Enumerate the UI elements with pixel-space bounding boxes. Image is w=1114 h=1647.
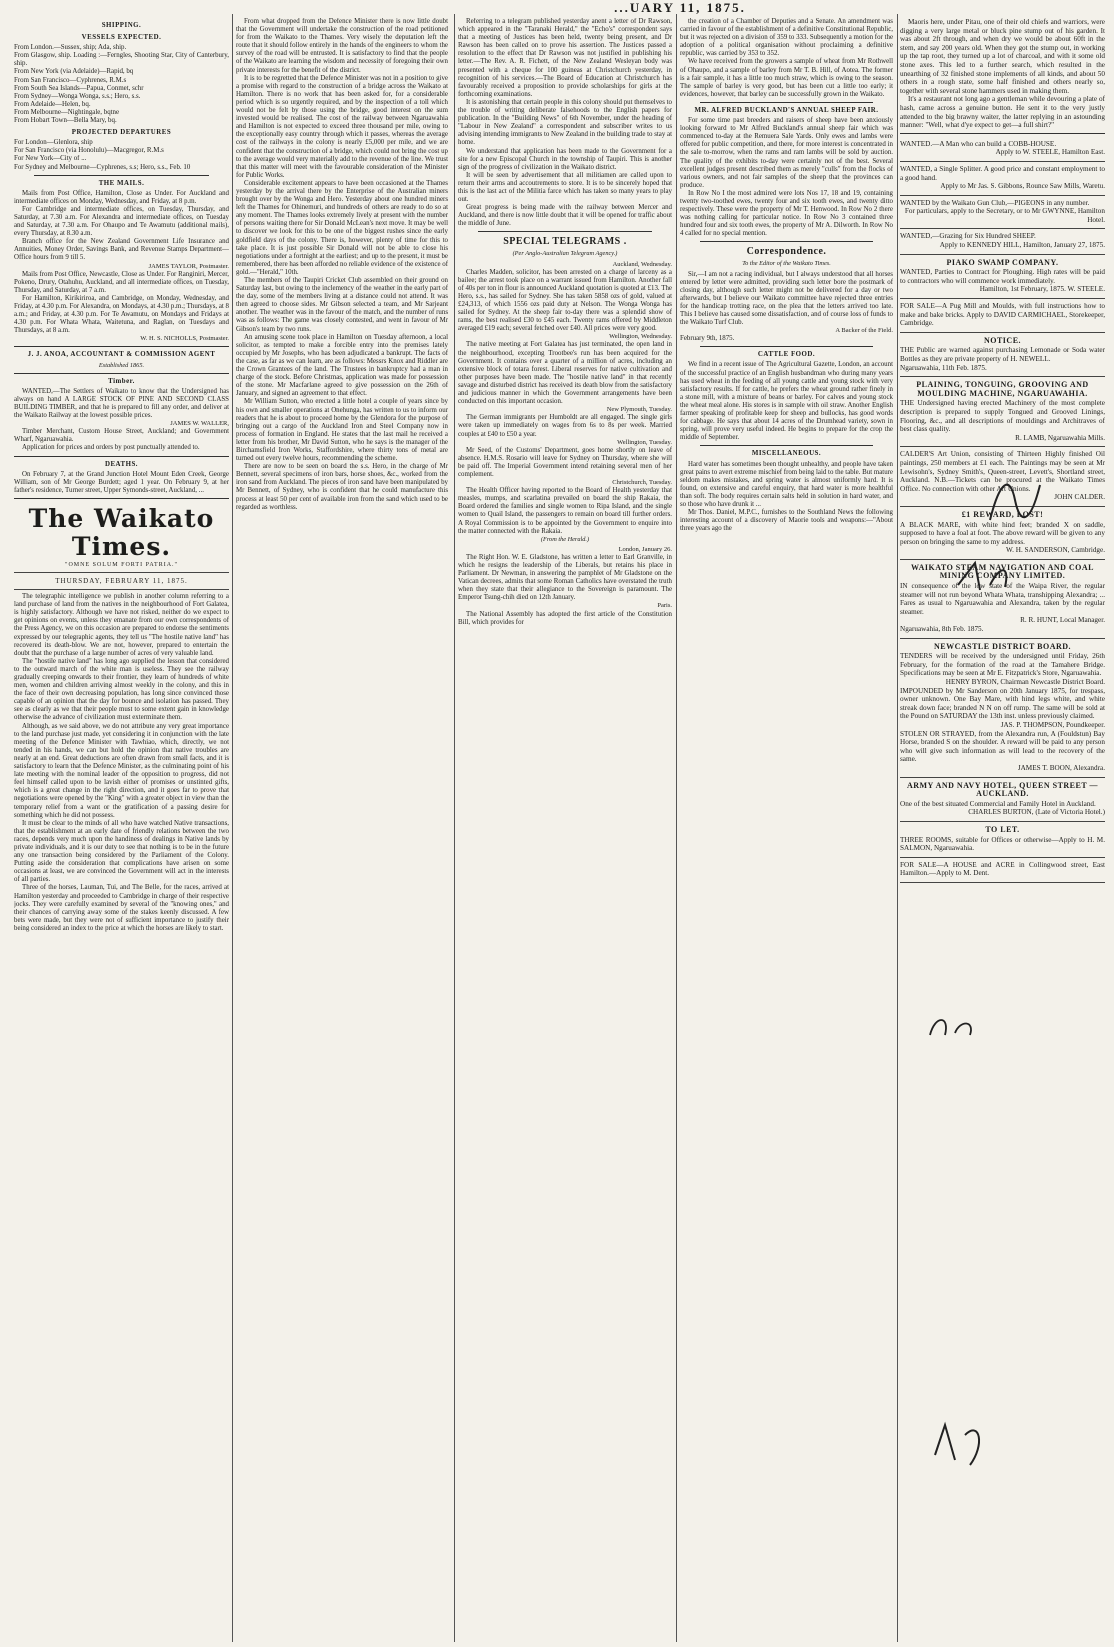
list-item: For San Francisco (via Honolulu)—Macgregor, R.M.s <box>14 147 164 155</box>
dateline: Paris. <box>657 602 672 610</box>
newspaper-motto: "OMNE SOLUM FORTI PATRIA." <box>65 561 178 568</box>
mails-text: Mails from Post Office, Newcastle, Close as Under. For Ranginiri, Mercer, Pokeno, Drury, Otahuhu, Auckland, and all intermediate offices, on Tuesday, Thursday, and Saturday, at 7 a.m. <box>14 270 229 294</box>
ad-signature: R. R. HUNT, Local Manager. <box>1020 616 1105 625</box>
advertisement <box>900 377 1105 447</box>
ad-title: WANTED by the Waikato Gun Club,—PIGEONS in any number. <box>900 198 1090 207</box>
telegram-text: The National Assembly has adopted the first article of the Constitution Bill, which provides for <box>458 610 672 626</box>
telegram-text: Charles Madden, solicitor, has been arrested on a charge of larceny as a bailee; the arrest took place on a warrant issued from Hamilton. Another fall of 40s per ton in flour is announced Auckland quotation is quoted at £13. The Hero, s.s., has sailed for Sydney. She has taken 5858 ozs of gold, valued at £24,313, of which 1556 ozs paid duty at Nelson. The Wonga Wonga has sailed for Sydney. At the sheep fair to-day there was a splendid show of rams, the best realised £30 to £45 each. Twenty rams offered by Middleton averaged £19 each; several fetched over £40. All prices were very good. <box>458 268 672 333</box>
ad-title: WANTED.—A Man who can build a COBB-HOUSE. <box>900 139 1057 148</box>
timber-heading: Timber. <box>108 377 135 385</box>
telegram-text: Mr Seed, of the Customs' Department, goes home shortly on leave of absence. H.M.S. Rosario will leave for Sydney on Thursday, where she will be paid off. The Imperial Government intend retaining several men of her complement. <box>458 446 672 478</box>
mails-text: Mails from Post Office, Hamilton, Close as Under. For Auckland and intermediate offices on Monday, Wednesday, and Friday, at 8 p.m. <box>14 189 229 205</box>
advertisement <box>900 822 1105 858</box>
ad-signature: JAS. P. THOMPSON, Poundkeeper. <box>1000 720 1105 729</box>
news-paragraph: The members of the Taupiri Cricket Club assembled on their ground on Saturday last, but owing to the inclemency of the weather in the early part of the day, some of the members living at a distance could not attend. It was then agreed to choose sides. Mr Gibson selected a team, and Mr Sarjeant another. The weather was in the favour of the match, and the number of runs was as follows: The game was closely contested, and went in favour of Mr Gibson's team by two runs. <box>236 277 448 333</box>
list-item: From Melbourne—Nightingale, bqtne <box>14 108 120 116</box>
miscellaneous-text: Hard water has sometimes been thought unhealthy, and people have taken great pains to avert extreme mischief from being laid to the table. But mature seldom makes mistakes, and spring water is almost uniformly hard. It is found, on extensive and careful enquiry, that hard water is more healthful than soft. The body requires certain salts held in solution in hard water, and so those who have drunk it ... <box>680 460 893 508</box>
mails-text: For Hamilton, Kirikiriroa, and Cambridge, on Monday, Wednesday, and Friday, at 4.30 p.m. For Alexandra, on Mondays, at 4.30 p.m.; Thursdays, at 8 a.m.; and Friday, at 4.30 p.m. For Te Awamutu, on Mondays and Fridays at 4.30 p.m. For Whata Whata, Waitetuna, and Raglan, on Tuesdays and Thursdays, at 8 a.m. <box>14 294 229 335</box>
column-2 <box>236 18 448 1638</box>
news-paragraph: Referring to a telegram published yesterday anent a letter of Dr Rawson, which appeared in the "Taranaki Herald," the "Echo's" correspondent says that a meeting of Justices has been held, twenty being present, and Dr Rawson has been called on to prove his assertion. The Justices passed a resolution to the effect that Dr Rawson was not justified in publishing his letter.—The Rev. A. R. Fichett, of the New Zealand Wesleyan body was presented with a cheque for 100 guineas at Christchurch yesterday, in recognition of his services.—The Board of Education at Christchurch has favourably received a proposition to provide scholarships for girls at the forthcoming examinations. <box>458 18 672 98</box>
column-3 <box>458 18 672 1638</box>
ad-signature: JOHN CALDER. <box>1054 493 1105 502</box>
list-item: From Hobart Town—Bella Mary, bq. <box>14 117 117 125</box>
telegram-text: The native meeting at Fort Galatea has just terminated, the open land in the neighbourhood, excepting Trootbee's run has been acquired for the Government. It contains over a quarter of a million of acres, including an extensive block of totara forest. Liberal reserves for native cultivation and other purposes have been made. The "hostile native land" in that recently savage and disturbed district has received its death blow from the satisfactory and judicious manner in which the Government arrangements have been conducted on this important occasion. <box>458 341 672 406</box>
news-paragraph: An amusing scene took place in Hamilton on Tuesday afternoon, a local solicitor, as tempted to make a forcible entry into the premises lately occupied by Mr Josephs, who has been adjudicated a bankrupt. The facts of the case, as far as we can learn, are as follows: Messrs Knox and Riddler are the Crown Grantees of the land. The Trustees in bankruptcy had a man in charge of the stock. Before Christmas, application was made for possession of the stone. Mr Macfarlane agreed to give possession on the 26th of January, and signed an agreement to that effect. <box>236 333 448 398</box>
letter-signature: A Backer of the Field. <box>835 327 893 335</box>
news-paragraph: It will be seen by advertisement that all militiamen are called upon to return their arms and accoutrements to store. It is to be sincerely hoped that this is the last act of the Militia farce which has taken so many years to play out. <box>458 171 672 204</box>
herald-subheading: (From the Herald.) <box>540 535 590 543</box>
advertisement <box>900 447 1105 507</box>
shipping-heading: SHIPPING. <box>101 22 142 29</box>
sheep-fair-text: In Row No I the most admired were lots Nos 17, 18 and 19, containing twenty two-toothed ewes, twenty four and six tooth ewes, and twenty ditto respectively. These were the property of Mr T. Henwood. In Row No 2 there was nothing calling for particular notice. In Row No 3 contained three hundred four and six tooth ewes, the property of Mr A. Dilworth. In Row No 4 called for no special mention. <box>680 189 893 238</box>
ad-body: IN consequence of the low state of the Waipa River, the regular steamer will not run beyond Whata Whata, transhipping Alexandra; ... Fares as usual to Ngaruawahia and Alexandra, taken by the regular steamer. <box>900 582 1105 616</box>
ad-signature: JAMES T. BOON, Alexandra. <box>1017 763 1105 772</box>
dateline: Wellington, Tuesday. <box>617 438 672 446</box>
mails-signature: W. H. S. NICHOLLS, Postmaster. <box>140 335 229 343</box>
advertisement <box>900 560 1105 639</box>
ad-body: CALDER'S Art Union, consisting of Thirteen Highly finished Oil paintings, 250 members at £1 each. The Paintings may be seen at Mr Lewisohn's, Sydney Smith's, Queen-street, Levett's, Shortland street, Auckland. N.B.—Tickets can be procured at the Waikato Times Office. No connection with other Art Unions. <box>900 450 1105 493</box>
agent-established: Established 1865. <box>98 361 145 369</box>
list-item: For Sydney and Melbourne—Cyphrenes, s.s; Hero, s.s., Feb. 10 <box>14 163 191 171</box>
list-item: From San Francisco—Cyphrenes, R.M.s <box>14 76 127 84</box>
editorial-paragraph: The telegraphic intelligence we publish in another column referring to a land purchase of land from the natives in the neighbourhood of Fort Galatea, is highly satisfactory. Although we have not risked, neither do we expect to get opinions on events, unless they emanate from our own correspondents of the Press Agency, we on this occasion are prepared to endorse the sentiments expressed by our telegraphic agents, they tell us "The hostile native land" has recovered its death-blow. We are not, however, prepared to entertain the doubt that the purchase of a large number of acres of very valuable land. <box>14 593 229 657</box>
miscellaneous-heading: MISCELLANEOUS. <box>751 450 822 458</box>
editorial-paragraph: The "hostile native land" has long ago supplied the lesson that considered to the outward march of the white man is useless. They see the railway gradually creeping onwards to their frontier, they learn of hundreds of white men, women and children arriving almost weekly in the colony, and this in the face of their own decreasing population, has long since convinced those capable of an opinion that the day for bounce and isolation has passed. They see as clearly as we that their people must to some extent gain in knowledge otherwise the advance of civilization must exterminate them. <box>14 657 229 722</box>
ad-signature: Hamilton, 1st February, 1875. W. STEELE. <box>979 285 1105 294</box>
telegrams-heading: SPECIAL TELEGRAMS . <box>503 236 627 248</box>
news-paragraph: Considerable excitement appears to have been occasioned at the Thames yesterday by the arrival there by the Enterprise of the Australian miners brought over by the Wonga and Hero. Yesterday about one hundred miners left the Thames for Ohinemuri, and hundreds of others are ready to do so at any moment. The Thames looks extremely lively at present with the number of persons waiting there for Sir Donald McLean's next move. It may be well to discover we look for this to be one of the biggest rushes since the early goldfield days of the colony. There is, however, plenty of time for this to take place. It is just possible Sir Donald will not be able to close his negotiations under a fortnight at the earliest; and up to the present, it must be remembered, there has been afforded no reliable evidence of the existence of gold.—"Herald," 10th. <box>236 179 448 276</box>
ad-heading: TO LET. <box>985 824 1020 834</box>
ad-signature: W. H. SANDERSON, Cambridge. <box>1006 546 1105 555</box>
timber-note: Application for prices and orders by post punctually attended to. <box>22 444 200 452</box>
news-paragraph: the creation of a Chamber of Deputies and a Senate. An amendment was carried in favour of the establishment of a definitive Constitutional Republic, but it was rejected on a division of 359 to 333. Subsequently a motion for the adoption of a political organisation without proclaiming a definitive republic, was carried by 353 to 352. <box>680 18 893 58</box>
advertisement <box>900 229 1105 254</box>
mails-signature: JAMES TAYLOR, Postmaster. <box>148 262 229 270</box>
news-paragraph: Great progress is being made with the railway between Mercer and Auckland, and there is now little doubt that it will be opened for traffic about the middle of June. <box>458 204 672 228</box>
ad-body: STOLEN OR STRAYED, from the Alexandra run, A (Fouldstun) Bay Horse, branded S on the shoulder. A reward will be paid to any person who will give such information as will lead to the recovery of the same. <box>900 729 1105 764</box>
ad-heading: NEWCASTLE DISTRICT BOARD. <box>933 641 1072 651</box>
advertisement <box>900 639 1105 778</box>
list-item: For New York—City of ... <box>14 155 87 163</box>
ad-title: WANTED, a Single Splitter. A good price and constant employment to a good hand. <box>900 164 1105 182</box>
ad-body: WANTED, Parties to Contract for Ploughing. High rates will be paid to contractors who will commence work immediately. <box>900 268 1105 285</box>
ad-body: Apply to W. STEELE, Hamilton East. <box>995 148 1105 157</box>
correspondence-heading: Correspondence. <box>746 246 827 258</box>
ad-body: Apply to Mr Jas. S. Gibbons, Rounce Saw Mills, Waretu. <box>940 182 1105 191</box>
mails-text: For Cambridge and intermediate offices, on Tuesday, Thursday, and Saturday, at 7.30 a.m. For Alexandra and intermediate offices, on Tuesday and Saturday, at 7.30 a.m. For Ohaupo and Te Awamutu (additional mails), every Thursday, at 8.30 a.m. <box>14 205 229 238</box>
advertisement <box>900 255 1105 299</box>
ad-body: THE Public are warned against purchasing Lemonade or Soda water Bottles as they are private property of H. NEWELL. <box>900 346 1105 363</box>
deaths-text: On February 7, at the Grand Junction Hotel Mount Eden Creek, George William, son of Mr George Burdett; aged 1 year. On February 9, at her father's residence, Turner street, Upper Symonds-street, Auckland, ... <box>14 470 229 494</box>
advertisement <box>900 299 1105 333</box>
ad-heading: WAIKATO STEAM NAVIGATION AND COAL MINING COMPANY LIMITED. <box>910 562 1095 581</box>
timber-signature: JAMES W. WALLER, <box>170 420 229 428</box>
ad-body: A BLACK MARE, with white hind feet; branded X on saddle, supposed to have a foal at foot. The above reward will be given to any person on bringing the same to my address. <box>900 520 1105 546</box>
dateline: Auckland, Wednesday. <box>612 260 672 268</box>
ad-body: Apply to KENNEDY HILL, Hamilton, January 27, 1875. <box>939 241 1105 250</box>
editorial-paragraph: Three of the horses, Lauman, Tui, and The Belle, for the races, arrived at Hamilton yesterday and proceeded to Cambridge in charge of their respective jocks. They were carefully examined by several of the "knowing ones," and their chances of carrying away some of the stakes keenly discussed. A few bets were made, but they were not of sufficient importance to justify their being considered an index to the price at which the horses are likely to start. <box>14 884 229 932</box>
ad-body: FOR SALE—A HOUSE and ACRE in Collingwood street, East Hamilton.—Apply to M. Dent. <box>900 860 1105 878</box>
ad-heading: PLAINING, TONGUING, GROOVING AND MOULDING MACHINE, NGARUAWAHIA. <box>916 380 1089 398</box>
telegram-text: The German immigrants per Humboldt are all engaged. The single girls were taken up immediately on wages from 6s to 8s per week. Married couples at £40 to £50 a year. <box>458 414 672 438</box>
mails-text: Branch office for the New Zealand Government Life Insurance and Annuities, Money Order, Savings Bank, and Revenue Stamps Department—Office hours from 9 till 5. <box>14 238 229 262</box>
letter-text: Sir,—I am not a racing individual, but I always understood that all horses entered by letter were admitted, providing such letter bore the postmark of closing day, although such letter might not be delivered for a day or two afterwards, but I believe our Waikato committee have rejected three entries for the handicap trotting race, on the plea that the letters arrived too late. This I believe has caused some dissatisfaction, and of course loss of funds to the Waikato Turf Club. <box>680 270 893 327</box>
mails-heading: THE MAILS. <box>98 179 145 187</box>
news-paragraph: Maoris here, under Pitau, one of their old chiefs and warriors, were digging a very large metal or bluck pine stump out of his garden. It was about 2ft through, and when dry we would be about 60ft in the stem, and say 200 years old. When they got the stump out, in working up the tap root, they turned up a lot of charcoal, and with it some old stone axes. This led to a further search, which resulted in the unearthing of 32 finished stone implements of all kinds, and about 50 others in a rough state, some half finished and others nearly so, together with several stone hammers used in making them. <box>900 18 1105 95</box>
ad-heading: PIAKO SWAMP COMPANY. <box>946 257 1059 267</box>
advertisement <box>900 507 1105 560</box>
dateline: Christchurch, Tuesday. <box>612 479 672 487</box>
news-paragraph: We have received from the growers a sample of wheat from Mr Rothwell of Ohaupo, and a sample of barley from Mr T. B. Hill, of Aotea. The former is a fair sample, it has a little too much straw, which is owing to the season. The sample of barley is very good, but has been cut a little too early; it evidences, however, that barley can be successfully grown in the Waikato. <box>680 58 893 98</box>
ad-body: THREE ROOMS, suitable for Offices or otherwise—Apply to H. M. SALMON, Ngaruawahia. <box>900 835 1105 853</box>
telegram-text: The Right Hon. W. E. Gladstone, has written a letter to Earl Granville, in which he resigns the leadership of the Liberals, but retains his place in Parliament. Dr Newman, in answering the pamphlet of Mr Gladstone on the Vatican decrees, admits that some Roman Catholics have overstated the truth when they state that their allegiance to the Sovereign is paramount. The Emperor Tsung-chih died on 12th January. <box>458 553 672 602</box>
ad-heading: £1 REWARD, LOST! <box>961 509 1044 519</box>
ad-body: TENDERS will be received by the undersigned until Friday, 26th February, for the formation of the road at the Tamahere Bridge. Specifications may be seen at Mr E. Fitzpatrick's Store, Ngaruawahia. <box>900 652 1105 678</box>
news-paragraph: We understand that application has been made to the Government for a site for a new Episcopal Church in the township of Taupiri. This is another sign of the progress of civilization in the Waikato district. <box>458 147 672 171</box>
sheep-fair-heading: MR. ALFRED BUCKLAND'S ANNUAL SHEEP FAIR. <box>694 106 879 114</box>
list-item: From New York (via Adelaide)—Rapid, bq <box>14 68 134 76</box>
list-item: From Glasgow, ship. Loading :—Ferngles, Shooting Star, City of Canterbury, ship. <box>14 52 229 68</box>
telegrams-subheading: (Per Anglo-Australian Telegram Agency.) <box>512 250 618 258</box>
vessels-expected-list <box>14 44 229 125</box>
advertisement <box>900 137 1105 162</box>
projected-departures-heading: PROJECTED DEPARTURES <box>71 129 172 137</box>
news-paragraph: It is astonishing that certain people in this colony should put themselves to the trouble of writing deliberate falsehoods to the English papers for publication. In the "Building News" of 6th November, under the heading of "Labour in New Zealand" a correspondent and subscriber writes to us advising intending immigrants to New Zealand in the building trade to stay at home. <box>458 98 672 147</box>
column-rule <box>454 14 455 1642</box>
dateline: London, January 26. <box>618 545 672 553</box>
news-paragraph: From what dropped from the Defence Minister there is now little doubt that the Government will undertake the construction of the road petitioned for from the Waikato to the Thames. Very wisely the deputation left the route that it should follow entirely in the hands of the engineers to whom the survey of the road will be entrusted. It is satisfactory to find that the people of the Waikato are learning the wisdom and necessity of foregoing their own private interests for the benefit of the district. <box>236 18 448 74</box>
telegram-text: The Health Officer having reported to the Board of Health yesterday that measles, mumps, and scarlatina prevailed on board the ship Rakaia, the Board ordered the families and single women to Ripa Island, and the single women to Quail Island, the passengers to remain on board till further orders. A Royal Commission is to be appointed by the Government to enquire into the matter connected with the Rakaia. <box>458 487 672 535</box>
list-item: For London—Glenlora, ship <box>14 139 93 147</box>
ad-signature: HENRY BYRON, Chairman Newcastle District Board. <box>945 678 1105 686</box>
ad-date: Ngaruawahia, 8th Feb. 1875. <box>900 625 984 634</box>
deaths-heading: DEATHS. <box>104 460 139 468</box>
column-4 <box>680 18 893 1638</box>
news-paragraph: It is to be regretted that the Defence Minister was not in a position to give a promise with regard to the construction of a bridge across the Waikato at Hamilton. There is no work that has been asked for, for a considerable period which is so urgently required, and by the inspection of a toll which would not be felt by those using the bridge, good interest on the sum invested would be realised. The cost of the railway between Ngaruawahia and Hamilton is not expected to exceed three thousand per mile, owing to the exceptionally easy country through which it passes, whereas the average cost of the railways in the colony is nearly £5,000 per mile, and we are confident that the construction of a bridge, which could not bring the cost up to the average would very materially add to the revenue of the line. We trust that this matter will meet with the favourable consideration of the Minister for Public Works. <box>236 74 448 179</box>
column-1 <box>14 18 229 1638</box>
ad-body: For particulars, apply to the Secretary, or to Mr GWYNNE, Hamilton Hotel. <box>904 207 1105 224</box>
news-paragraph: Mr William Sutton, who erected a little hotel a couple of years since by his own and smaller operations at Onehunga, has written to us to inform our readers that he is about to proceed home by the Glendora for the purpose of bringing out a cargo of the Auckland Iron and Steel Company now in process of formation in England. He states that the last mail he received a letter from his brother, Mr David Sutton, who he says is the manager of the Birchamsfield Iron Works, Staffordshire, where thirty tons of metal are turned out every twelve hours, recommending the scheme. <box>236 398 448 463</box>
correspondence-subheading: To the Editor of the Waikato Times. <box>742 260 831 268</box>
newspaper-nameplate: The Waikato Times. <box>28 503 215 561</box>
advertisement <box>900 196 1105 230</box>
vessels-expected-heading: VESSELS EXPECTED. <box>81 34 162 42</box>
column-5 <box>900 18 1105 1638</box>
cattle-food-heading: CATTLE FOOD. <box>757 351 816 359</box>
list-item: From Adelaide—Helen, bq. <box>14 100 91 108</box>
advertisement <box>900 333 1105 377</box>
dateline: Wellington, Wednesday. <box>609 333 672 341</box>
sheep-fair-text: For some time past breeders and raisers of sheep have been anxiously looking forward to Mr Alfred Buckland's annual sheep fair which was commenced to-day at the Remuera Sale Yards. Only ewes and lambs were offered for public competition, and there, for more interest is concentrated in the sale to-morrow, when the rams and ram lambs will be sold by auction. The quality of the exhibits to-day were certainly not of the best. Several excellent judges present described them as merely "culls" from the flocks of various owners, and not fair samples of the sheep that the provinces can produce. <box>680 117 893 189</box>
issue-date: THURSDAY, FEBRUARY 11, 1875. <box>55 576 188 585</box>
editorial-paragraph: It must be clear to the minds of all who have watched Native transactions, that the establishment at an early date of friendly relations between the two races, depends very much upon the handiness of dealings in Native lands by private individuals, and it is our duty to see that nothing is to be in the future any one transaction being considered by the Parliament of the Colony. Putting aside the consideration that complications have arisen on some occasions at least, we are convinced the Government will act in the interests of all parties. <box>14 819 229 884</box>
ad-signature: R. LAMB, Ngaruawahia Mills. <box>1015 433 1105 442</box>
projected-departures-list <box>14 139 229 171</box>
timber-text: WANTED,—The Settlers of Waikato to know that the Undersigned has always on hand A LARGE STOCK OF PINE AND SECOND CLASS BUILDING TIMBER, and that he is prepared to fill any order, and deliver at the Waikato Railway at the lowest possible prices. <box>14 387 229 420</box>
column-rule <box>897 14 898 1642</box>
list-item: From Sydney—Wonga Wonga, s.s.; Hero, s.s. <box>14 92 141 100</box>
ad-body: FOR SALE—A Pug Mill and Moulds, with full instructions how to make and bake bricks. Apply to DAVID CARMICHAEL, Storekeeper, Cambridge. <box>900 302 1105 328</box>
ad-body: THE Undersigned having erected Machinery of the most complete description is prepared to supply Tongued and Grooved Linings, Flooring, &c., and all descriptions of mouldings and Architraves of best class quality. <box>900 399 1105 434</box>
column-rule <box>232 14 233 1642</box>
ad-signature: Ngaruawahia, 11th Feb. 1875. <box>900 363 987 372</box>
advertisement <box>900 162 1105 196</box>
masthead-date: ...UARY 11, 1875. <box>614 0 746 14</box>
ad-body: IMPOUNDED by Mr Sanderson on 20th January 1875, for trespass, owner unknown. One Bay Mare, with hind legs white, and white streak down face; branded N N on off rump. The same will be sold at the Pound on SATURDAY the 13th inst. unless previously claimed. <box>900 686 1105 721</box>
editorial-paragraph: Although, as we said above, we do not attribute any very great importance to the land purchase just made, yet considering it in conjunction with the late meeting of the Defence Minister with Tawhiao, which, directly, we not tended in his hands, we can but hold the opinion that native troubles are nearly at an end. Great deductions are often drawn from small facts, and it is satisfactory to learn that the Defence Minister, as the culminating point of his late meeting with the nominal leader of the opposition to progress, did not feel himself called upon to be lavish either of promises or unstinted gifts, which is a great change in the right direction, and it goes far to prove that negotiations were opened by the "King" with a greater object in view than the temporary relief from a want or the gratification of a passing desire for something which he did not possess. <box>14 722 229 819</box>
agent-heading: J. J. ANOA, ACCOUNTANT & COMMISSION AGENT <box>27 351 216 359</box>
ad-heading: NOTICE. <box>983 335 1022 345</box>
dateline: New Plymouth, Tuesday. <box>606 406 672 414</box>
ad-title: WANTED,—Grazing for Six Hundred SHEEP. <box>900 232 1036 241</box>
ad-body: One of the best situated Commercial and Family Hotel in Auckland. <box>900 799 1096 808</box>
news-paragraph: There are now to be seen on board the s.s. Hero, in the charge of Mr Bennett, several specimens of iron bars, horse shoes, &c., worked from the iron sand from Auckland. The pieces of iron sand have been manipulated by Mr Bennett, of Sydney, who is confident that he could manufacture this process at least 50 per cent of available iron from the sand which used to be regarded as worthless. <box>236 463 448 511</box>
list-item: From London.—Sussex, ship; Ada, ship. <box>14 44 127 52</box>
letter-date: February 9th, 1875. <box>680 335 735 343</box>
miscellaneous-text: Mr Thos. Daniel, M.P.C., furnishes to the Southland News the following interesting account of a discovery of Maorie tools and weapons:—"About three years ago the <box>680 509 893 533</box>
advertisement <box>900 778 1105 822</box>
advertisement <box>900 858 1105 883</box>
cattle-food-text: We find in a recent issue of The Agricultural Gazette, London, an account of the successful practice of an English husbandman who during many years has used wheat in the feeding of all young cattle and young stock with very satisfactory results. If for cattle, he prefers the wheat ground rather finely in a stone mill, with a mixture of beans or barley. For calves and young stock the wheat meal alone. His stores is in sample with oil straw. Another English farmer speaking of profitable keep for sheep and bullocks, has good words for cabbage. He says that about 14 acres of the Drumhead variety, sown in spring, will prove very useful indeed. He begins to prepare for the crop the middle of September. <box>680 361 893 442</box>
list-item: From South Sea Islands—Papua, Conmet, schr <box>14 84 144 92</box>
news-paragraph: It's a restaurant not long ago a gentleman while devouring a plate of hash, came across a genuine button. He sent it to the very justly attended to the big brawny waiter, the latter replying in an astounding manner: "Well, what d'ye expect to get—a full shirt?" <box>900 95 1105 130</box>
ad-heading: ARMY AND NAVY HOTEL, QUEEN STREET —AUCKLAND. <box>906 780 1099 799</box>
ad-signature: CHARLES BURTON, (Late of Victoria Hotel.) <box>968 808 1105 817</box>
timber-address: Timber Merchant, Custom House Street, Auckland; and Government Wharf, Ngaruawahia. <box>14 428 229 444</box>
column-rule <box>676 14 677 1642</box>
